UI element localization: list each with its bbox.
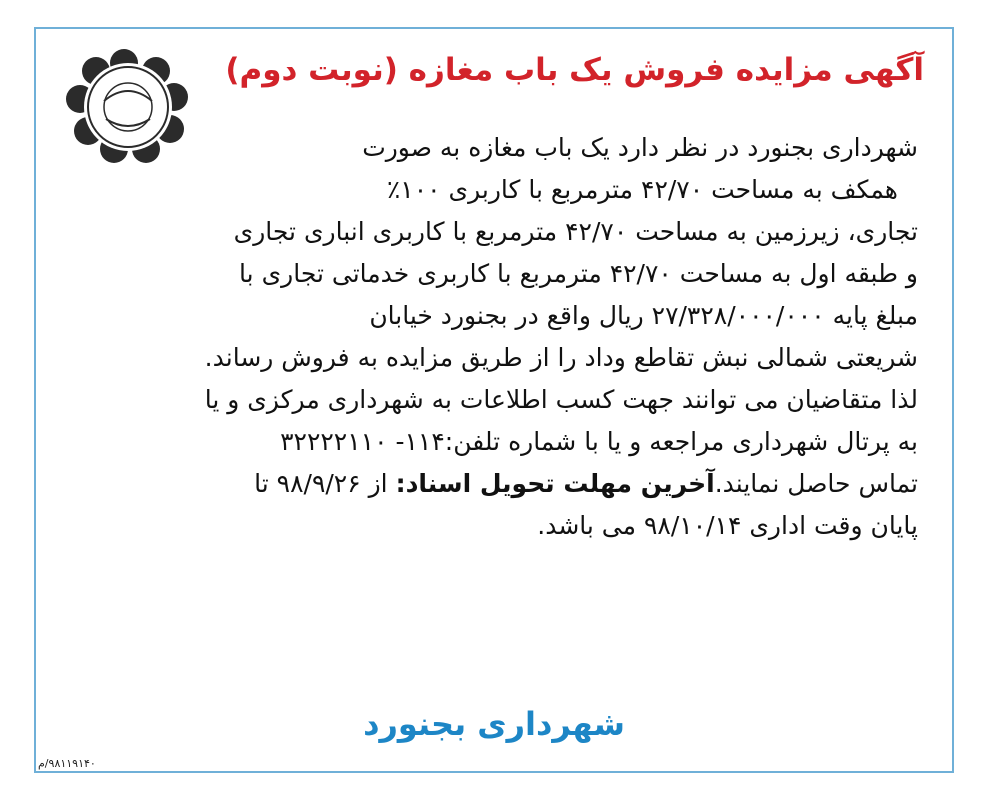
notice-frame [34,27,954,773]
body-line: همکف به مساحت ۴۲/۷۰ مترمربع با کاربری ۱۰۰٪ [386,175,898,204]
body-line: به پرتال شهرداری مراجعه و یا با شماره تلفن:۱۱۴- ۳۲۲۲۲۱۱۰ [280,427,918,456]
body-line-text: از ۹۸/۹/۲۶ تا [254,469,396,498]
body-line: شهرداری بجنورد در نظر دارد یک باب مغازه به صورت [362,133,918,162]
notice-title: آگهی مزایده فروش یک باب مغازه (نوبت دوم) [225,52,924,88]
body-line: لذا متقاضیان می توانند جهت کسب اطلاعات به شهرداری مرکزی و یا [204,385,918,414]
body-line: شریعتی شمالی نبش تقاطع وداد را از طریق مزایده به فروش رساند. [204,343,918,372]
signature: شهرداری بجنورد [363,705,625,743]
body-line: تجاری، زیرزمین به مساحت ۴۲/۷۰ مترمربع با کاربری انباری تجاری [233,217,918,246]
deadline-label: آخرین مهلت تحویل اسناد: [395,469,715,498]
body-line: و طبقه اول به مساحت ۴۲/۷۰ مترمربع با کاربری خدماتی تجاری با [239,259,918,288]
body-line: پایان وقت اداری ۹۸/۱۰/۱۴ می باشد. [537,511,918,540]
body-line-text: تماس حاصل نمایند. [714,469,918,498]
notice-body [205,127,918,547]
body-line [205,463,918,505]
footer-code: ۹۸۱۱۹۱۴۰/م [38,757,96,770]
body-line: مبلغ پایه ۲۷/۳۲۸/۰۰۰/۰۰۰ ریال واقع در بجنورد خیابان [369,301,918,330]
